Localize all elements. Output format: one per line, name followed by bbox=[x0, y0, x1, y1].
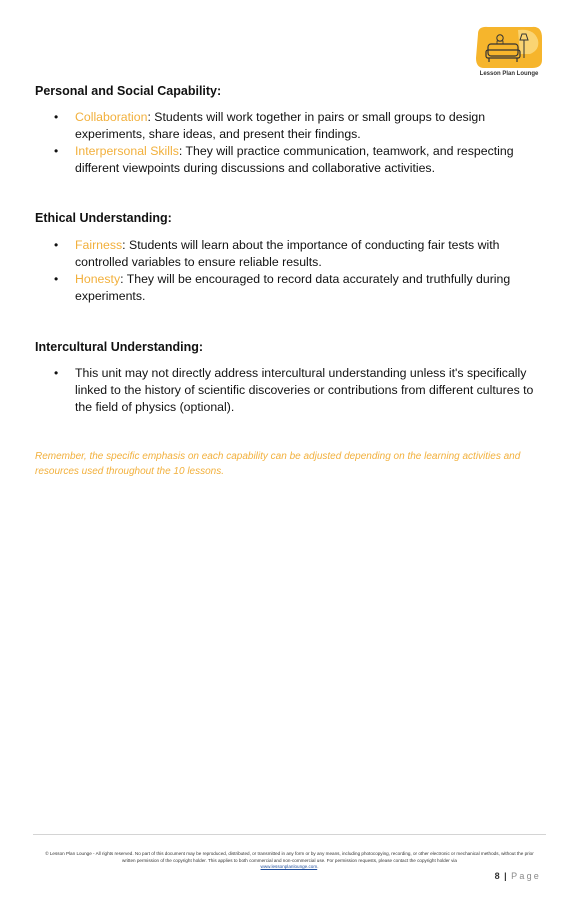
copyright-notice bbox=[38, 851, 541, 871]
list-item bbox=[52, 365, 542, 416]
list-item bbox=[52, 271, 542, 305]
bullet-icon: • bbox=[54, 272, 59, 286]
section-title-intercultural: Intercultural Understanding: bbox=[35, 340, 204, 354]
footer-divider bbox=[33, 834, 546, 835]
sofa-logo-icon bbox=[474, 26, 544, 70]
bullet-icon: • bbox=[54, 144, 59, 158]
term-label: Collaboration bbox=[75, 110, 148, 124]
item-text: This unit may not directly address intercultural understanding unless it's specifically linked to the history of scientific discoveries or contributions from different cultures to the field of physics (optional). bbox=[75, 366, 534, 414]
list-item bbox=[52, 143, 542, 177]
list-item bbox=[52, 109, 542, 143]
item-text: : They will be encouraged to record data accurately and truthfully during experiments. bbox=[75, 272, 511, 303]
term-label: Honesty bbox=[75, 272, 121, 286]
section-title-personal-social: Personal and Social Capability: bbox=[35, 84, 222, 98]
link-suffix: . bbox=[317, 864, 319, 869]
copyright-text: © Lesson Plan Lounge - All rights reserved. No part of this document may be reproduced, distributed, or transmitted in any form or by any means, including photocopying, recording, or other electronic or mechanical methods, without the prior written permission of the copyright holder. This applies to both commercial and non-commercial use. For permission requests, please contact the copyright holder via bbox=[45, 851, 534, 863]
page-separator: | bbox=[504, 871, 507, 881]
page-word: Page bbox=[511, 871, 541, 881]
bullet-icon: • bbox=[54, 110, 59, 124]
item-text: : Students will work together in pairs or small groups to design experiments, share ideas, and present their findings. bbox=[75, 110, 486, 141]
list-personal-social bbox=[52, 109, 542, 177]
item-text: : They will practice communication, teamwork, and respecting different viewpoints during discussions and collaborative activities. bbox=[75, 144, 514, 175]
logo bbox=[474, 26, 544, 82]
website-link[interactable]: www.lessonplanlounge.com bbox=[260, 864, 318, 869]
closing-note: Remember, the specific emphasis on each capability can be adjusted depending on the learning activities and resources used throughout the 10 lessons. bbox=[35, 451, 521, 477]
bullet-icon: • bbox=[54, 366, 59, 380]
page-number-value: 8 bbox=[494, 871, 500, 881]
page-number bbox=[495, 871, 541, 881]
list-intercultural bbox=[52, 365, 542, 416]
term-label: Interpersonal Skills bbox=[75, 144, 179, 158]
section-title-ethical: Ethical Understanding: bbox=[35, 211, 172, 225]
list-item bbox=[52, 237, 542, 271]
bullet-icon: • bbox=[54, 238, 59, 252]
list-ethical bbox=[52, 237, 542, 305]
item-text: : Students will learn about the importance of conducting fair tests with controlled variables to ensure reliable results. bbox=[75, 238, 500, 269]
term-label: Fairness bbox=[75, 238, 123, 252]
logo-text: Lesson Plan Lounge bbox=[479, 71, 539, 77]
